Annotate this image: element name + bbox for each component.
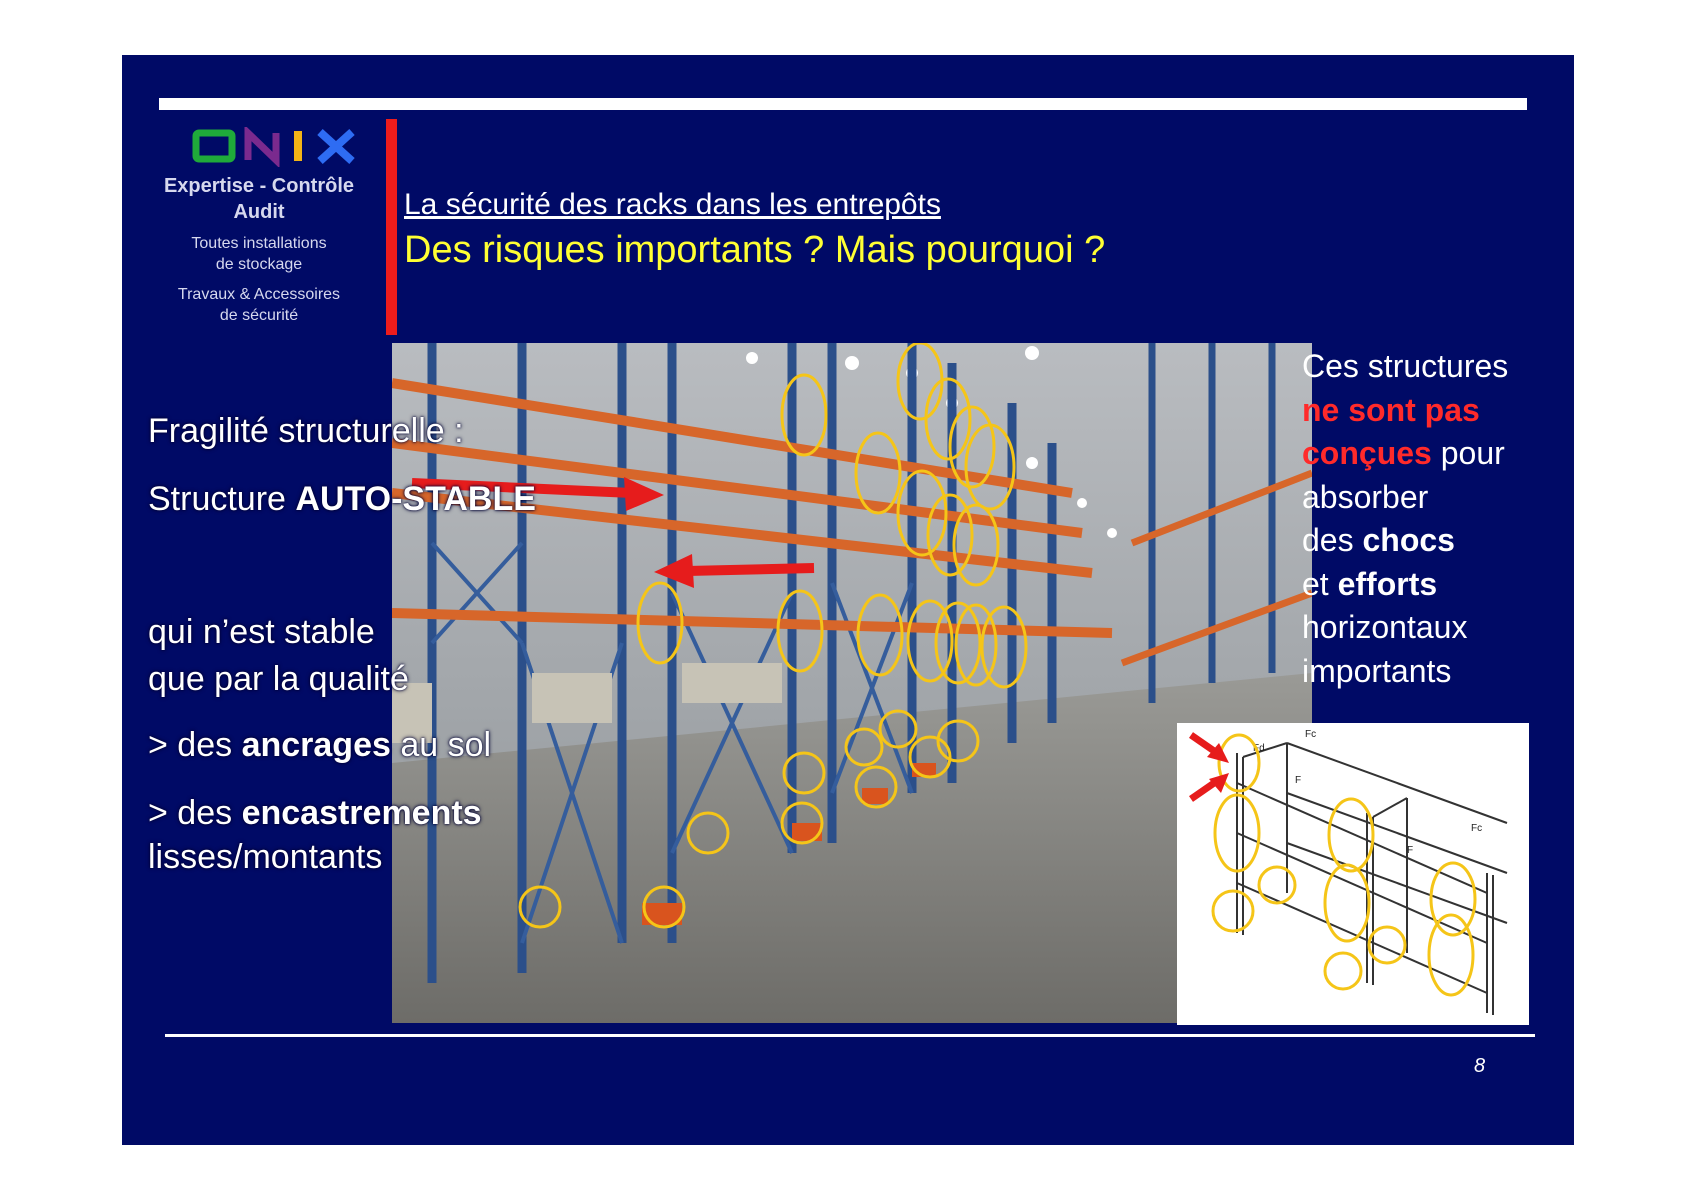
encastrement-line-2: lisses/montants (148, 838, 383, 876)
rack-diagram (1177, 723, 1529, 1025)
stable-line-1: qui n’est stable (148, 613, 375, 651)
right-line: Ces structures (1302, 348, 1509, 384)
structure-bold: AUTO-STABLE (295, 480, 536, 518)
right-bold: efforts (1337, 565, 1438, 602)
anchor-suffix: au sol (390, 726, 492, 764)
bottom-rule (165, 1034, 1535, 1037)
brand-line: Audit (233, 201, 285, 223)
slide-title: Des risques importants ? Mais pourquoi ? (404, 229, 1106, 271)
diagram-label-fc: Fc (1471, 823, 1483, 834)
brand-installations (144, 233, 374, 275)
red-arrow-icon (1191, 773, 1229, 799)
top-rule (159, 98, 1527, 110)
encastrement-text (148, 793, 482, 833)
logo-letter-o (196, 133, 232, 159)
right-line (1302, 563, 1572, 607)
brand-travaux (144, 284, 374, 326)
page-number: 8 (1474, 1055, 1486, 1077)
diagram-label-f: F (1295, 775, 1302, 786)
logo-letter-n (248, 133, 276, 160)
stable-line-2: que par la qualité (148, 660, 409, 698)
onix-logo (192, 127, 376, 167)
right-prefix: et (1302, 565, 1338, 602)
right-explanation (1302, 345, 1572, 693)
encast-prefix: > des (148, 794, 242, 832)
structure-prefix: Structure (148, 480, 296, 518)
structure-text (148, 479, 536, 519)
diagram-label-f: F (1407, 845, 1414, 856)
brand-line: de stockage (215, 256, 303, 273)
right-prefix: des (1302, 522, 1363, 558)
encast-bold: encastrements (241, 794, 482, 832)
right-line: importants (1302, 652, 1452, 689)
title-accent-bar (386, 119, 397, 335)
right-line (1302, 519, 1572, 563)
logo-letter-x (320, 132, 352, 161)
diagram-label-fc: Fc (1305, 729, 1317, 740)
right-bold: chocs (1362, 522, 1455, 558)
logo-letter-i (294, 131, 302, 161)
right-red-word: conçues (1302, 435, 1432, 471)
brand-block (144, 173, 374, 326)
brand-expertise (144, 173, 374, 225)
right-rest: pour (1431, 435, 1505, 471)
right-line: horizontaux (1302, 609, 1468, 645)
brand-line: de sécurité (219, 307, 299, 324)
brand-line: Toutes installations (191, 235, 327, 252)
right-line: absorber (1302, 478, 1429, 515)
diagram-label-fd: Fd (1253, 743, 1265, 754)
fragility-text: Fragilité structurelle : (148, 412, 464, 450)
anchorage-text (148, 725, 491, 765)
red-arrow-icon (1191, 735, 1229, 763)
anchor-bold: ancrages (241, 726, 391, 764)
brand-line: Travaux & Accessoires (177, 286, 341, 303)
slide (122, 55, 1574, 1145)
right-line (1302, 432, 1572, 476)
right-line-red: ne sont pas (1302, 391, 1480, 428)
slide-subtitle: La sécurité des racks dans les entrepôts (404, 188, 941, 221)
warehouse-photo (392, 343, 1312, 1023)
brand-line: Expertise - Contrôle (163, 175, 355, 197)
anchor-prefix: > des (148, 726, 242, 764)
